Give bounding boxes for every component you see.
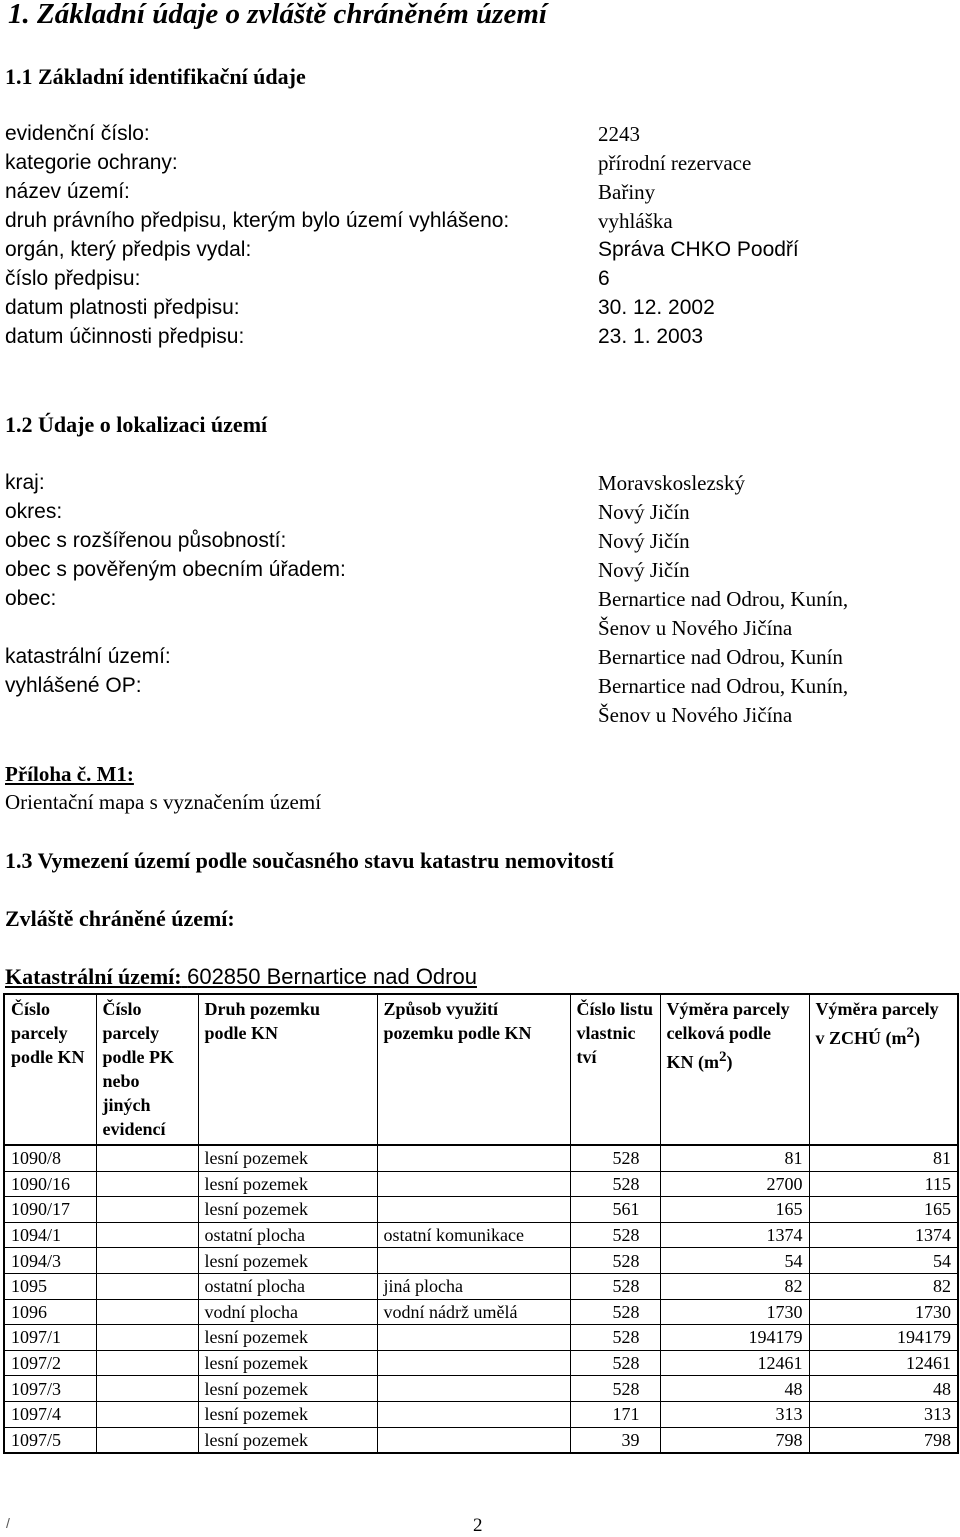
cell-parcel-pk (96, 1248, 198, 1274)
cell-land-type: lesní pozemek (198, 1350, 377, 1376)
cell-parcel-pk (96, 1273, 198, 1299)
section-1-3-title: 1.3 Vymezení území podle současného stavu katastru nemovitostí (5, 848, 614, 873)
cell-land-use (377, 1325, 570, 1351)
cell-ownership-list: 528 (570, 1273, 660, 1299)
id-value: 30. 12. 2002 (598, 296, 715, 319)
id-label: datum účinnosti předpisu: (5, 325, 245, 348)
cell-parcel-kn: 1094/3 (4, 1248, 96, 1274)
header-parcel-kn-text: Číslo parcely podle KN (11, 999, 85, 1067)
cell-parcel-kn: 1095 (4, 1273, 96, 1299)
cell-land-use (377, 1248, 570, 1274)
cell-parcel-kn: 1097/5 (4, 1427, 96, 1453)
cell-ownership-list: 528 (570, 1171, 660, 1197)
location-value: Bernartice nad Odrou, Kunín, (598, 674, 849, 698)
cell-land-type: lesní pozemek (198, 1427, 377, 1453)
cell-ownership-list: 528 (570, 1222, 660, 1248)
table-row (4, 1248, 958, 1274)
cell-parcel-kn: 1097/1 (4, 1325, 96, 1351)
cadastral-area (5, 964, 477, 990)
id-label: název území: (5, 180, 130, 203)
cell-zchu-area: 1730 (809, 1299, 958, 1325)
section-1-1-title: 1.1 Základní identifikační údaje (5, 64, 306, 89)
cell-parcel-pk (96, 1171, 198, 1197)
location-value: Nový Jičín (598, 529, 690, 553)
cell-total-area: 54 (660, 1248, 809, 1274)
section-1-2-title: 1.2 Údaje o lokalizaci území (5, 412, 268, 437)
location-label: vyhlášené OP: (5, 674, 142, 697)
cell-land-type: lesní pozemek (198, 1197, 377, 1223)
cell-parcel-kn: 1097/2 (4, 1350, 96, 1376)
id-label: druh právního předpisu, kterým bylo území vyhlášeno: (5, 209, 510, 232)
cell-land-use: ostatní komunikace (377, 1222, 570, 1248)
cell-land-use: vodní nádrž umělá (377, 1299, 570, 1325)
header-land-type (198, 994, 377, 1145)
cell-ownership-list: 528 (570, 1299, 660, 1325)
cell-zchu-area: 82 (809, 1273, 958, 1299)
header-parcel-pk (96, 994, 198, 1145)
cell-total-area: 81 (660, 1145, 809, 1171)
cell-land-use: jiná plocha (377, 1273, 570, 1299)
location-label: kraj: (5, 471, 45, 494)
table-row (4, 1325, 958, 1351)
cell-land-use (377, 1427, 570, 1453)
cell-parcel-pk (96, 1222, 198, 1248)
header-total-area (660, 994, 809, 1145)
cell-land-type: lesní pozemek (198, 1248, 377, 1274)
header-land-use-text: Způsob využití pozemku podle KN (383, 999, 532, 1043)
cell-zchu-area: 1374 (809, 1222, 958, 1248)
cell-parcel-pk (96, 1299, 198, 1325)
cell-parcel-kn: 1097/3 (4, 1376, 96, 1402)
appendix-label-text: Příloha č. M1: (5, 762, 134, 786)
table-row (4, 1145, 958, 1171)
cell-land-use (377, 1401, 570, 1427)
location-label: obec s rozšířenou působností: (5, 529, 287, 552)
zchu-subtitle: Zvláště chráněné území: (5, 906, 235, 931)
cell-land-type: lesní pozemek (198, 1325, 377, 1351)
cell-ownership-list: 39 (570, 1427, 660, 1453)
cell-land-type: ostatní plocha (198, 1273, 377, 1299)
header-parcel-pk-text: Číslo parcely podle PK nebo jiných evidencí (102, 999, 175, 1139)
table-row (4, 1401, 958, 1427)
id-label: evidenční číslo: (5, 122, 150, 145)
cell-land-type: lesní pozemek (198, 1376, 377, 1402)
cell-land-type: ostatní plocha (198, 1222, 377, 1248)
cell-parcel-kn: 1097/4 (4, 1401, 96, 1427)
header-zchu-area (809, 994, 958, 1145)
location-value-continued: Šenov u Nového Jičína (598, 616, 793, 640)
id-value: vyhláška (598, 209, 673, 233)
cell-zchu-area: 115 (809, 1171, 958, 1197)
table-row (4, 1171, 958, 1197)
header-land-use (377, 994, 570, 1145)
cell-land-use (377, 1145, 570, 1171)
cell-land-use (377, 1197, 570, 1223)
location-value: Bernartice nad Odrou, Kunín (598, 645, 843, 669)
cell-zchu-area: 48 (809, 1376, 958, 1402)
parcel-table (3, 993, 959, 1454)
cell-parcel-kn: 1094/1 (4, 1222, 96, 1248)
cell-parcel-pk (96, 1401, 198, 1427)
location-value-continued: Šenov u Nového Jičína (598, 703, 793, 727)
cell-parcel-pk (96, 1145, 198, 1171)
id-label: orgán, který předpis vydal: (5, 238, 252, 261)
cell-parcel-pk (96, 1350, 198, 1376)
id-label: číslo předpisu: (5, 267, 141, 290)
cell-parcel-pk (96, 1197, 198, 1223)
cell-zchu-area: 165 (809, 1197, 958, 1223)
table-row (4, 1197, 958, 1223)
location-label: obec s pověřeným obecním úřadem: (5, 558, 346, 581)
header-zchu-area-close: ) (914, 1028, 920, 1048)
location-value: Nový Jičín (598, 500, 690, 524)
id-value: 2243 (598, 122, 640, 146)
cell-total-area: 165 (660, 1197, 809, 1223)
cell-land-type: vodní plocha (198, 1299, 377, 1325)
id-value: Správa CHKO Poodří (598, 238, 799, 261)
id-value: 23. 1. 2003 (598, 325, 704, 348)
cell-ownership-list: 528 (570, 1248, 660, 1274)
cell-ownership-list: 528 (570, 1325, 660, 1351)
cell-land-use (377, 1376, 570, 1402)
cell-total-area: 313 (660, 1401, 809, 1427)
header-ownership-list (570, 994, 660, 1145)
header-total-area-close: ) (726, 1052, 733, 1072)
cell-parcel-kn: 1090/16 (4, 1171, 96, 1197)
location-value: Bernartice nad Odrou, Kunín, (598, 587, 849, 611)
table-row (4, 1427, 958, 1453)
cell-total-area: 1374 (660, 1222, 809, 1248)
location-label: obec: (5, 587, 57, 610)
cell-parcel-pk (96, 1376, 198, 1402)
id-value: přírodní rezervace (598, 151, 752, 175)
id-value: Bařiny (598, 180, 656, 204)
location-value: Moravskoslezský (598, 471, 745, 495)
table-row (4, 1222, 958, 1248)
cell-parcel-kn: 1090/8 (4, 1145, 96, 1171)
cell-ownership-list: 528 (570, 1145, 660, 1171)
table-row (4, 1376, 958, 1402)
header-zchu-area-text: Výměra parcely v ZCHÚ (m (815, 999, 939, 1048)
id-label: datum platnosti předpisu: (5, 296, 240, 319)
cadastral-label: Katastrální území: (5, 964, 182, 989)
cell-zchu-area: 798 (809, 1427, 958, 1453)
header-parcel-kn (4, 994, 96, 1145)
cell-ownership-list: 528 (570, 1350, 660, 1376)
cell-zchu-area: 194179 (809, 1325, 958, 1351)
table-header-row (4, 994, 958, 1145)
cell-land-type: lesní pozemek (198, 1145, 377, 1171)
id-label: kategorie ochrany: (5, 151, 178, 174)
cell-land-type: lesní pozemek (198, 1401, 377, 1427)
header-total-area-sup: 2 (719, 1049, 727, 1065)
header-total-area-text: Výměra parcely celková podle KN (m (666, 999, 790, 1072)
cell-zchu-area: 81 (809, 1145, 958, 1171)
footer-mark: / (6, 1515, 10, 1531)
header-zchu-area-sup: 2 (906, 1025, 914, 1041)
location-label: okres: (5, 500, 63, 523)
cell-total-area: 82 (660, 1273, 809, 1299)
location-label: katastrální území: (5, 645, 171, 668)
cell-ownership-list: 528 (570, 1376, 660, 1402)
cell-total-area: 48 (660, 1376, 809, 1402)
header-land-type-text: Druh pozemku podle KN (204, 999, 321, 1043)
page-heading: 1. Základní údaje o zvláště chráněném území (8, 0, 547, 30)
appendix-label (5, 762, 134, 787)
table-row (4, 1273, 958, 1299)
cell-parcel-pk (96, 1427, 198, 1453)
appendix-description: Orientační mapa s vyznačením území (5, 790, 322, 814)
cell-total-area: 2700 (660, 1171, 809, 1197)
cadastral-value: 602850 Bernartice nad Odrou (187, 964, 477, 989)
cell-parcel-pk (96, 1325, 198, 1351)
cell-land-use (377, 1350, 570, 1376)
cell-land-use (377, 1171, 570, 1197)
cell-zchu-area: 313 (809, 1401, 958, 1427)
cell-land-type: lesní pozemek (198, 1171, 377, 1197)
cell-total-area: 194179 (660, 1325, 809, 1351)
cell-zchu-area: 54 (809, 1248, 958, 1274)
cell-total-area: 798 (660, 1427, 809, 1453)
cell-parcel-kn: 1096 (4, 1299, 96, 1325)
page-number: 2 (473, 1515, 483, 1536)
id-value: 6 (598, 267, 610, 290)
cell-total-area: 1730 (660, 1299, 809, 1325)
cell-zchu-area: 12461 (809, 1350, 958, 1376)
cell-total-area: 12461 (660, 1350, 809, 1376)
table-row (4, 1299, 958, 1325)
header-ownership-list-text: Číslo listu vlastnic tví (576, 999, 654, 1067)
table-row (4, 1350, 958, 1376)
cell-parcel-kn: 1090/17 (4, 1197, 96, 1223)
location-value: Nový Jičín (598, 558, 690, 582)
cell-ownership-list: 561 (570, 1197, 660, 1223)
cell-ownership-list: 171 (570, 1401, 660, 1427)
